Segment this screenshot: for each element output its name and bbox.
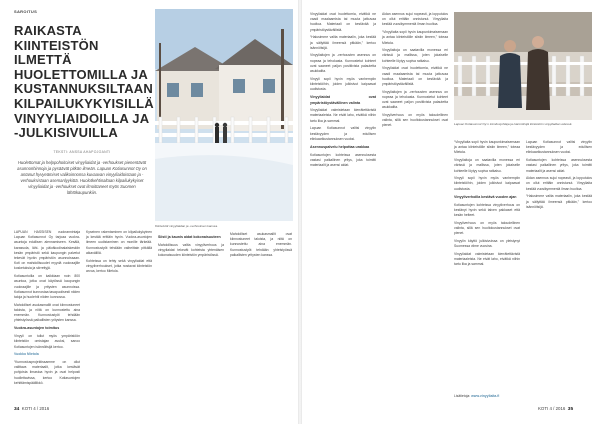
left-page [0,0,298,424]
subheading: Asennuspalvelu helpottaa urakkaa [310,144,370,149]
photo-people [454,12,592,120]
paragraph: Vinyyli on tullut myös ympäristöön kiinteistön omistajan avuksi, sanoo Kotiasuntojen isännöitsijä kertoo. [14,334,80,349]
paragraph: Kotiasuntojen kohteissa asennuksesta vastasi paikallinen yritys, joka toimitti materiaalit ja asensi aidat. [310,152,376,168]
paragraph: Vinyyliaitojen ja -verhousten asennus on nopeaa ja tehokasta. Kunnostetut kohteet ovat saaneet paljon positiivista palautetta asukkailta. [382,89,448,110]
issue-label: KOTI 4 / 2016 [21,406,50,411]
subheading: Siisti ja kaunis aidat kokonaisuuteen [158,235,221,239]
paragraph: Vinyyliaitoja on saatavilla monessa eri värissä ja mallissa, joten jokaiselle kohteelle löytyy sopiva ratkaisu. [382,48,448,63]
paragraph: Vinyyliaidat valmistetaan kierrätettävistä materiaaleista. Ne eivät laho, eivätkä niihin tartu lika ja sammal. [454,251,520,267]
paragraph: Vinyyliaidat ovat huolettomia, eivätkä ne vaadi maalaamista tai muuta jatkuvaa huoltoa. Materiaali on kestävää ja ympäristöystävällistä. [382,66,448,86]
photo-houses [155,9,293,221]
paragraph: Aidan asennus sujui nopeasti, ja lopputulos on ollut erittäin onnistunut. Vinyyliaita kestää vuosikymmeniä ilman huoltoa. [526,176,592,191]
subheading: Vinyyliverhoilla kestävä vuoden ajan [454,194,517,199]
paragraph: Lapuan Kotiasunnot valitsi vinyylin kestävyyden ja edullisen elinkaarikustannuksen vuoksi. [310,126,376,141]
paragraph: Mahdollisuus valita vinyyliverhous ja vinyyliaidat tekevät kohteista yhtenäisen kokonaisuuden kiinteistön ympäristössä. [158,242,224,258]
paragraph: “Halusimme valita materiaalin, joka kestää ja säilyttää ilmeensä pitkään,” kertoo isännöitsijä. [526,194,592,209]
lead-paragraph: Huolettomat ja helppohoitoiset vinyyliaidat ja -verhoukset pienentävät asunnonhinnoja ja pysäävät pitkän ilmeän. Lapuan Kotiasunnot Oy on antanut hyvyeämiset valikoinnonsa kuvaavan vinyyliaidoistaan ja -verhouksistaan asemanlyykittä. Huolotkehtinaltaan kilpailukykyiset vinyyliaidat ja -verhoukset ovat ilmoittaneet myös Suomen lähtökaupunkiin. [17,160,147,195]
photo-caption: Lapuan Kotiasunnot Oy:n toimitusjohtaja ja isännöitsijä kiinteistön vinyyliaidan edessä. [454,122,573,126]
left-column-4 [230,232,292,261]
left-column-3 [158,232,224,261]
right-page-number [538,406,573,412]
paragraph: “Kunnostusprojektissamme on ollut valittava materiaalit, jotka kestävät pohjoista ilmastoa hyvin ja ovat helposti huollettavissa, kertoo Kotiasuntojen kehittämispäällikkö. [14,359,80,385]
paragraph: Kotiasuntojen kohteissa vinyyliverhous on kestänyt hyvin sekä talven pakkaset että kesän helteet. [454,202,520,217]
paragraph: Lapuan Kotiasunnot valitsi vinyylin kestävyyden ja edullisen elinkaarikustannuksen vuoksi. [526,140,592,155]
paragraph: Mahdolliset asukasmallit ovat kiinnostuneet taloista, ja niitä on kunnostettu aina enemmän. Kunnostustyöt tehdään yhteistyössä paikallisten yritysten kanssa. [14,302,80,323]
paragraph: LAPUAN HASSISEN vuokrannintaja Lapuan Kotiasunnot Oy tarjoaa vuokra-asuntoja edullisen alennamiseen. Kesälä, karassola, lähi- ja päiväkodinalaiskeskiin kesän ympäristö sekä kaupungin palvelut tekevät hyvän ympäristön asunnoissaan. Koti on mahdollisuudet myydä vuokraajille kosketuksia ja siirrettyjä. [14,230,80,271]
right-column-3 [454,140,520,270]
paragraph: “Vinyyliaita sopii hyvin kaupunkimaisemaan ja antaa kiinteistölle siistin ilmeen,” toteaa Mietola. [454,140,520,155]
left-page-number [14,406,49,412]
paragraph: Kotiasuntoilla on kaikkiaan noin 800 asuntoa, jotka ovat käytössä kaupungin vuokraajille ja yritysten asunnoissa. Kotiasunnot kunnostaa tasapuolisesti niiden taloja ja huolehtii niiden kunnossa. [14,274,80,299]
paragraph: Vinyyliverhous on myös taloudellinen valinta, sillä sen huoltokustannukset ovat pienet. [382,112,448,128]
subheading: Vinyyliaidat ovat ympäristöystävällinen valinta [310,95,376,105]
right-column-2 [382,12,448,131]
page-number: 35 [567,407,574,412]
right-page [302,0,600,424]
section-label: SAROITUS [14,9,38,14]
right-column-4 [526,140,592,212]
paragraph: Kotiasuntojen kohteissa asennuksesta vastasi paikallinen yritys, joka toimitti materiaalit ja asensi aidat. [526,158,592,173]
highlighted-name: Vuokko Mietola [14,352,39,357]
page-number: 34 [14,407,20,412]
photo-caption: Kiinteistöt vinyyliaidan ja -verhouksen kanssa. [155,224,218,228]
left-column-2 [86,230,152,277]
byline: TEKSTI: ANSSA AHAPOJOANTI [53,150,111,154]
paragraph: Vinyyliaitoja on saatavilla monessa eri värissä ja mallissa, joten jokaiselle kohteelle löytyy sopiva ratkaisu. [454,158,520,173]
paragraph: Vinyyliaidat ovat huolettomia, eivätkä ne vaadi maalaamista tai muuta jatkuvaa huoltoa. Materiaali on kestävää ja ympäristöystävällistä. [310,12,376,32]
issue-label: KOTI 4 / 2016 [538,406,566,411]
headline: RAIKASTA KIINTEISTÖN ILMETTÄ HUOLETTOMILLA JA KUSTANNUKSILTAAN KILPAILUKYKYISILLÄ VINYYLIAIDOILLA JA -JULKISIVUILLA [14,23,154,141]
contact-link[interactable]: www.vinyyliaita.fi [471,394,500,398]
paragraph: “Vinyyliaita sopii hyvin kaupunkimaisemaan ja antaa kiinteistölle siistin ilmeen,” toteaa Mietola. [382,30,448,45]
contact-label: Lisätietoja: [454,394,471,398]
contact-line [454,394,499,398]
paragraph: Mahdolliset asukasmallit ovat kiinnostuneet taloista, ja niitä on kunnostettu aina enemmän. Kunnostustyöt tehdään yhteistyössä paikallisten yritysten kanssa. [230,232,292,257]
people-illustration [454,12,592,120]
paragraph: Aidan asennus sujui nopeasti, ja lopputulos on ollut erittäin onnistunut. Vinyyliaita kestää vuosikymmeniä ilman huoltoa. [382,12,448,27]
paragraph: “Halusimme valita materiaalin, joka kestää ja säilyttää ilmeensä pitkään,” kertoo isännöitsijä. [310,35,376,50]
paragraph: Kohteissa on tehty sekä vinyyliaidat että vinyyliverhoukset, jotka nostavat kiinteistön arvoa, kertoo Mietola. [86,258,152,273]
subheading: Vuokra-asuntojen toimitus [14,326,60,331]
paragraph: Vinyyliaitojen ja -verhousten asennus on nopeaa ja tehokasta. Kunnostetut kohteet ovat saaneet paljon positiivista palautetta asukkailta. [310,53,376,74]
house-illustration [155,9,293,221]
right-column-1 [310,12,376,171]
paragraph: Vinyyli sopii hyvin myös vanhempiin kiinteistöihin, joiden julkisivut kaipaavat uudistusta. [310,76,376,92]
paragraph: Vinyyliaidat valmistetaan kierrätettävistä materiaaleista. Ne eivät laho, eivätkä niihin tartu lika ja sammal. [310,108,376,123]
paragraph: Vinyyliverhous on myös taloudellinen valinta, sillä sen huoltokustannukset ovat pienet. [454,220,520,236]
paragraph: Vinyyli sopii hyvin myös vanhempiin kiinteistöihin, joiden julkisivut kaipaavat uudistusta. [454,176,520,191]
paragraph: Vinyylin käyttö julkisivuissa on yleistynyt Suomessa viime vuosina. [454,238,520,248]
left-column-1 [14,230,80,388]
paragraph: Kyseinen rakentaminen on kilpailukykyinen ja kestää erittäin hyvin. Vuokra-asuntojen ilmeen uudistaminen on monille tärkeää. Kunnostustyöt tehdään vaiheittain pitkällä aikavälillä. [86,230,152,255]
